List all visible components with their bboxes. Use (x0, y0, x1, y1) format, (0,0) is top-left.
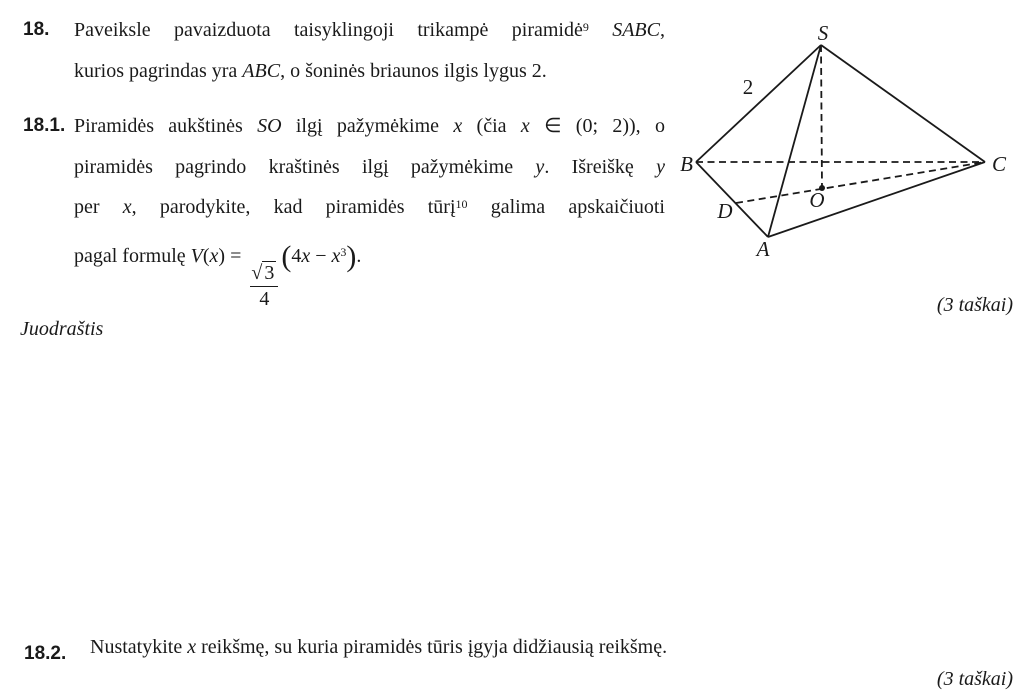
vertex-label-S: S (817, 21, 829, 45)
problem-18-1 (23, 106, 666, 310)
vertex-label-A: A (756, 237, 770, 261)
problem-18-1-line-3: per x, parodykite, kad piramidės tūrį$^{10}$ galima apskaičiuoti (74, 196, 665, 218)
problem-18-text (74, 10, 665, 91)
problem-18-2 (24, 634, 950, 675)
radicand: 3 (264, 261, 275, 284)
points-label-18-1: (3 taškai) (936, 294, 1013, 316)
problem-18-2-text (90, 634, 950, 660)
problem-18-2-line-1: Nustatykite x reikšmę, su kuria piramidės tūris įgyja didžiausią reikšmę. (90, 636, 668, 658)
problem-18 (23, 10, 665, 91)
pyramid-figure (670, 6, 1022, 268)
problem-18-line-2: kurios pagrindas yra ABC, o šoninės briaunos ilgis lygus 2. (74, 59, 547, 82)
vertex-label-C: C (992, 152, 1007, 176)
median-DC (736, 162, 985, 203)
volume-formula (74, 228, 665, 310)
point-label-O: O (809, 188, 825, 212)
vertex-label-B: B (680, 152, 693, 176)
fraction-denominator: 4 (259, 287, 270, 310)
altitude-SO (821, 45, 822, 188)
problem-18-1-number: 18.1. (23, 115, 66, 136)
problem-18-2-number: 18.2. (24, 643, 67, 664)
formula-prefix: pagal formulę V(x) = (74, 244, 247, 267)
fraction-sqrt3-over-4 (250, 262, 278, 311)
pyramid-diagram (670, 6, 1022, 268)
edge-length-label: 2 (742, 75, 754, 99)
points-label-18-2: (3 taškai) (936, 668, 1013, 690)
edge-SC (821, 45, 985, 162)
problem-18-line-1: Paveiksle pavaizduota taisyklingoji trikampė piramidė$^9$ SABC, (74, 19, 665, 41)
draft-heading: Juodraštis (20, 318, 104, 340)
edge-AC (768, 162, 985, 237)
formula-tail: $(4x - x^3)$. (281, 239, 362, 273)
problem-18-1-line-1: Piramidės aukštinės SO ilgį pažymėkime x (čia x ∈ (0; 2)), o (74, 115, 665, 137)
fraction-numerator (250, 262, 278, 287)
point-label-D: D (717, 199, 733, 223)
radical-sign: √ (251, 261, 263, 284)
problem-18-number: 18. (23, 19, 50, 40)
edge-SB (696, 45, 821, 162)
problem-18-1-line-2: piramidės pagrindo kraštinės ilgį pažymėkime y. Išreiškę y (74, 155, 666, 178)
problem-18-1-text (74, 106, 666, 310)
